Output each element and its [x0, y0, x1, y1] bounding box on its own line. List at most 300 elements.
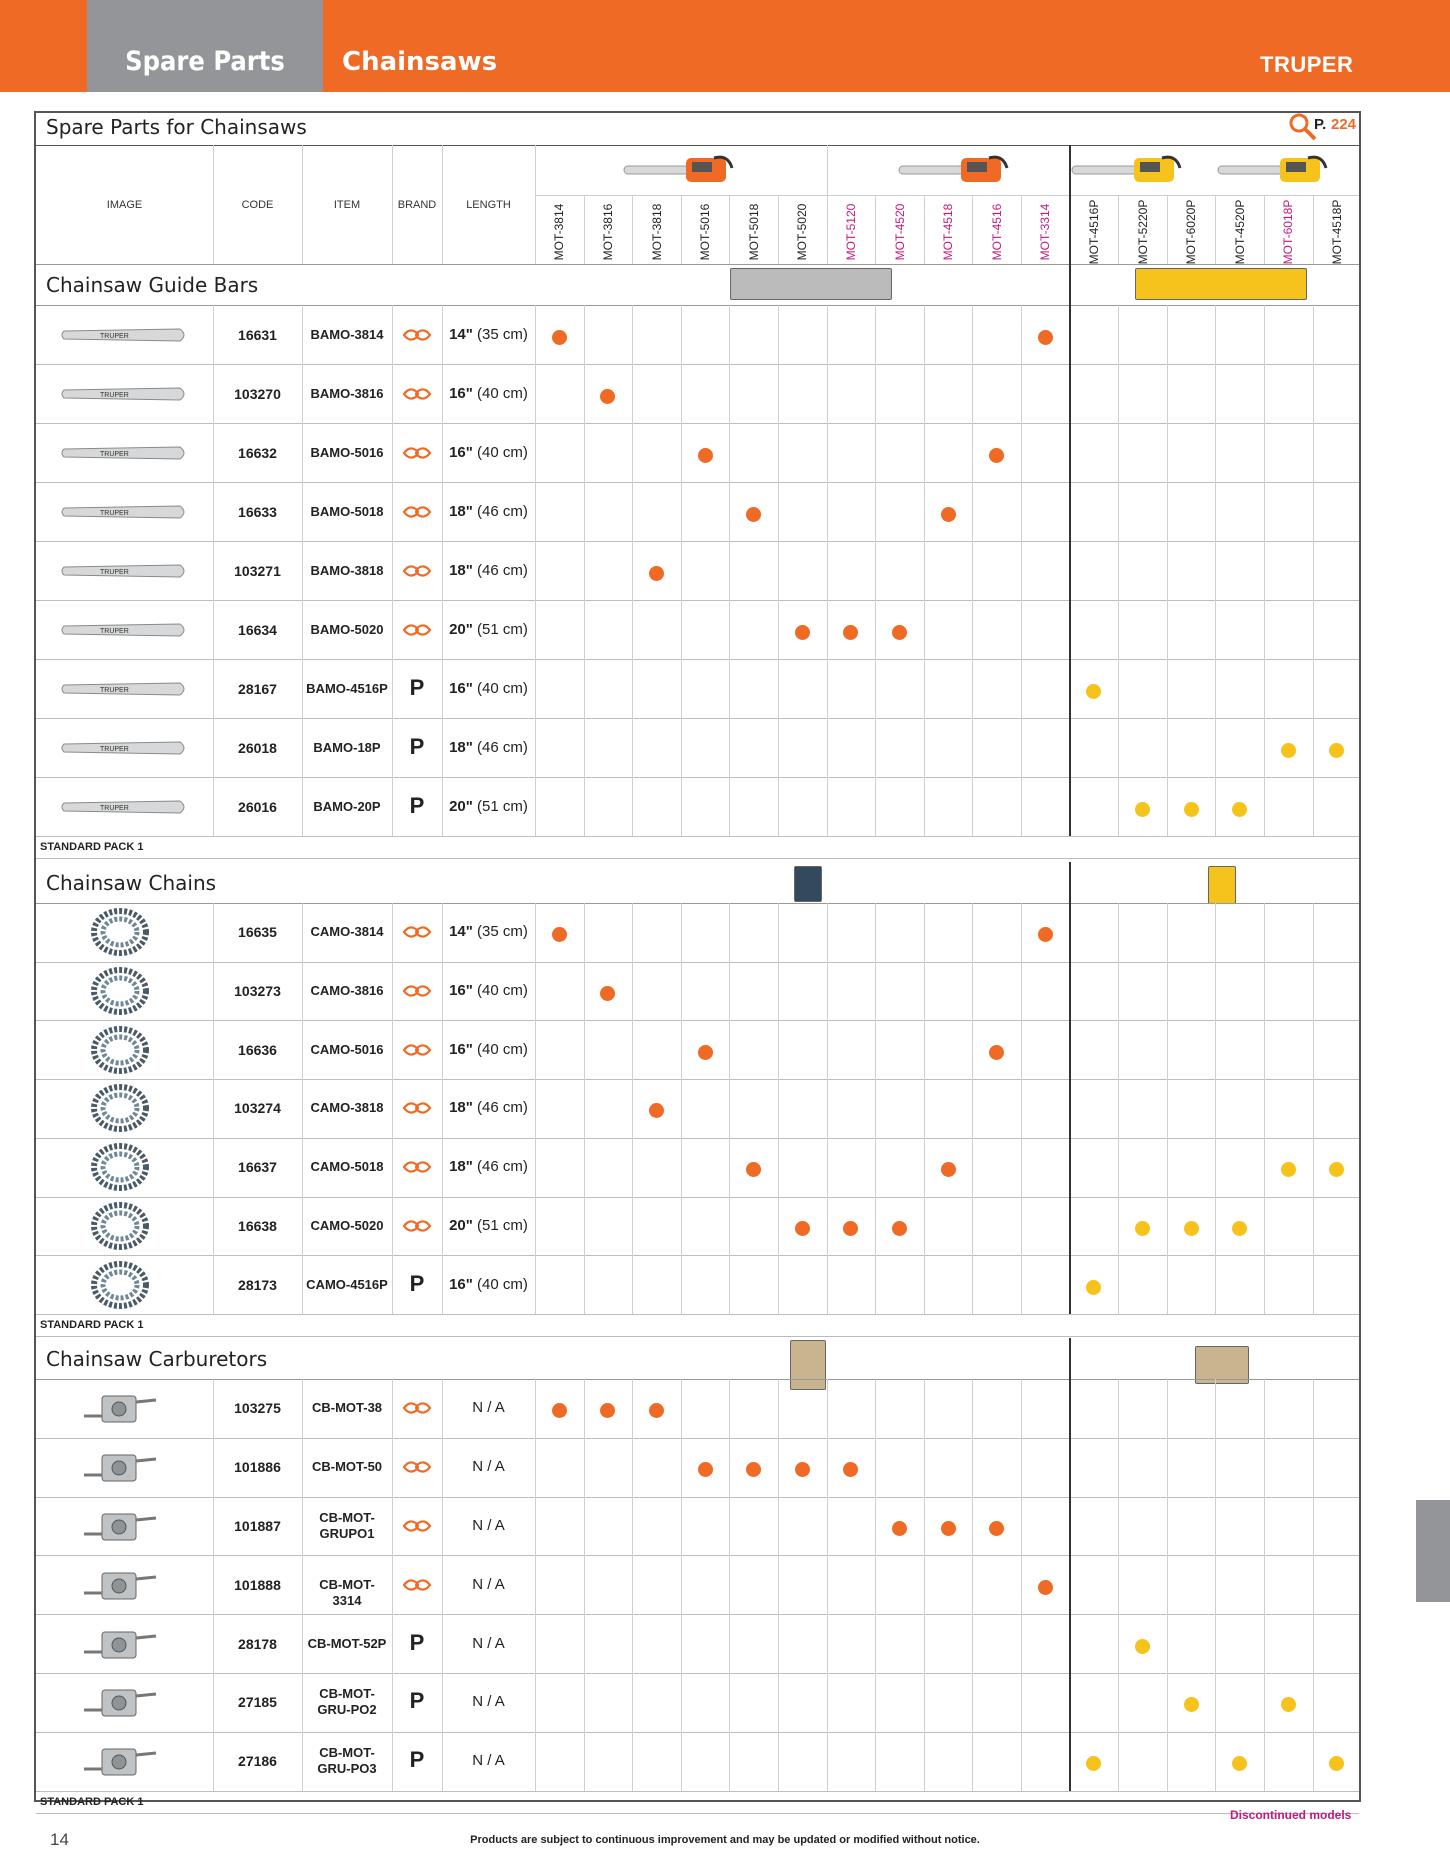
- part-code: 16632: [238, 444, 277, 461]
- svg-text:TRUPER: TRUPER: [100, 391, 129, 399]
- part-code: 103273: [234, 983, 281, 1000]
- compatibility-dot: [892, 1521, 907, 1536]
- compatibility-dot: [698, 448, 713, 463]
- length-cm: (46 cm): [472, 561, 528, 579]
- column-divider: [1118, 903, 1119, 1314]
- length-inches: 18": [449, 1099, 473, 1117]
- length-inches: 20": [449, 797, 473, 815]
- column-divider: [875, 1379, 876, 1791]
- truper-logo: TRUPER: [1260, 52, 1354, 77]
- part-code: 28178: [238, 1635, 277, 1652]
- footer-disclaimer: Products are subject to continuous improvement and may be updated or modified without notice.: [470, 1834, 980, 1846]
- chainsaw-image-pretul-a: [1070, 152, 1190, 188]
- part-item: CAMO-3814: [310, 924, 384, 940]
- column-divider: [827, 305, 828, 836]
- model-header-MOT-4518: MOT-4518: [941, 203, 956, 261]
- chain-icon: [90, 908, 150, 956]
- brand-separator: [1069, 1338, 1071, 1791]
- column-divider: [392, 1379, 393, 1791]
- length-cm: (40 cm): [472, 679, 528, 697]
- header-item: ITEM: [333, 199, 361, 211]
- column-divider: [681, 195, 682, 264]
- length-inches: 16": [449, 1040, 473, 1058]
- column-divider: [1118, 195, 1119, 264]
- carburetor-icon: [80, 1504, 160, 1548]
- pretul-brand-icon: P: [409, 792, 425, 818]
- compatibility-dot: [941, 1521, 956, 1536]
- column-divider: [535, 145, 536, 264]
- part-item: CAMO-4516P: [306, 1276, 388, 1292]
- truper-brand-icon: [402, 445, 432, 461]
- svg-text:TRUPER: TRUPER: [100, 686, 129, 694]
- length-cm: (46 cm): [472, 1158, 528, 1176]
- part-item: CB-MOT-GRU-PO3: [317, 1745, 377, 1777]
- part-item: BAMO-3814: [310, 326, 384, 342]
- column-divider: [213, 1379, 214, 1791]
- column-divider: [584, 195, 585, 264]
- length-inches: 16": [449, 679, 473, 697]
- compatibility-dot: [795, 625, 810, 640]
- row-divider: [36, 1555, 1359, 1556]
- part-length: [442, 1158, 535, 1175]
- part-length: [442, 621, 535, 638]
- chainsaw-image-pretul-b: [1216, 152, 1336, 188]
- length-inches: N / A: [472, 1575, 505, 1593]
- column-divider: [442, 305, 443, 836]
- row-divider: [36, 1197, 1359, 1198]
- column-divider: [875, 195, 876, 264]
- length-cm: (40 cm): [472, 982, 528, 1000]
- compatibility-dot: [1232, 1221, 1247, 1236]
- row-divider: [36, 777, 1359, 778]
- carburetor-icon: [80, 1739, 160, 1783]
- column-divider: [1313, 903, 1314, 1314]
- column-divider: [584, 1379, 585, 1791]
- compatibility-dot: [892, 1221, 907, 1236]
- section-title: Chainsaw Guide Bars: [46, 273, 259, 297]
- row-divider: [36, 1791, 1359, 1792]
- part-code: 103270: [234, 385, 281, 402]
- column-divider: [1215, 903, 1216, 1314]
- part-code: 16635: [238, 924, 277, 941]
- row-divider: [36, 1732, 1359, 1733]
- guide-bar-icon: [60, 498, 190, 526]
- part-length: [442, 739, 535, 756]
- column-divider: [1264, 305, 1265, 836]
- part-code: 16631: [238, 326, 277, 343]
- row-divider: [36, 600, 1359, 601]
- row-divider: [36, 903, 1359, 904]
- pretul-brand-icon: P: [409, 1747, 425, 1773]
- pretul-bar-package: [1135, 268, 1307, 300]
- length-inches: 14": [449, 923, 473, 941]
- svg-text:TRUPER: TRUPER: [100, 509, 129, 517]
- part-item: CB-MOT-3314: [319, 1576, 375, 1608]
- row-divider: [36, 1813, 1359, 1814]
- row-divider: [36, 423, 1359, 424]
- row-divider: [36, 145, 1359, 146]
- column-divider: [1264, 1379, 1265, 1791]
- column-divider: [1215, 1379, 1216, 1791]
- part-length: [442, 1693, 535, 1710]
- part-code: 28167: [238, 680, 277, 697]
- row-divider: [36, 836, 1359, 837]
- part-length: [442, 1576, 535, 1593]
- column-divider: [1021, 903, 1022, 1314]
- part-item: CAMO-5018: [310, 1159, 384, 1175]
- model-header-MOT-5220P: MOT-5220P: [1135, 199, 1150, 265]
- compatibility-dot: [989, 448, 1004, 463]
- length-cm: (51 cm): [472, 620, 528, 638]
- column-divider: [827, 195, 828, 264]
- part-length: [442, 562, 535, 579]
- part-length: [442, 680, 535, 697]
- part-code: 103271: [234, 562, 281, 579]
- part-code: 28173: [238, 1276, 277, 1293]
- svg-text:TRUPER: TRUPER: [100, 627, 129, 635]
- section-title: Chainsaw Chains: [46, 871, 217, 895]
- truper-brand-icon: [402, 327, 432, 343]
- column-divider: [442, 1379, 443, 1791]
- part-code: 103275: [234, 1400, 281, 1417]
- guide-bar-icon: [60, 557, 190, 585]
- truper-brand-icon: [402, 1459, 432, 1475]
- pretul-brand-icon: P: [409, 1270, 425, 1296]
- model-header-MOT-3314: MOT-3314: [1038, 203, 1053, 261]
- column-divider: [875, 903, 876, 1314]
- truper-brand-icon: [402, 1100, 432, 1116]
- length-inches: N / A: [472, 1517, 505, 1534]
- row-divider: [36, 1020, 1359, 1021]
- brand-separator: [1069, 145, 1071, 264]
- svg-text:TRUPER: TRUPER: [100, 804, 129, 812]
- column-divider: [1313, 195, 1314, 264]
- part-length: [442, 385, 535, 402]
- column-divider: [1167, 1379, 1168, 1791]
- part-length: [442, 1276, 535, 1293]
- model-header-MOT-6020P: MOT-6020P: [1184, 199, 1199, 265]
- part-code: 103274: [234, 1100, 281, 1117]
- part-item: BAMO-3818: [310, 562, 384, 578]
- column-divider: [827, 903, 828, 1314]
- header-code: CODE: [241, 199, 274, 211]
- row-divider: [36, 1379, 1359, 1380]
- column-divider: [1215, 305, 1216, 836]
- pretul-brand-icon: P: [409, 1629, 425, 1655]
- column-divider: [442, 903, 443, 1314]
- column-divider: [875, 305, 876, 836]
- column-divider: [632, 903, 633, 1314]
- chainsaw-image-38: [622, 152, 742, 188]
- standard-pack-label: STANDARD PACK 1: [40, 1795, 144, 1808]
- truper-brand-icon: [402, 1218, 432, 1234]
- column-divider: [924, 305, 925, 836]
- length-inches: 18": [449, 738, 473, 756]
- part-length: [442, 798, 535, 815]
- row-divider: [36, 1314, 1359, 1315]
- column-divider: [729, 195, 730, 264]
- length-inches: 14": [449, 325, 473, 343]
- length-inches: N / A: [472, 1693, 505, 1711]
- part-item: BAMO-5020: [310, 621, 384, 637]
- compatibility-dot: [1038, 330, 1053, 345]
- truper-brand-icon: [402, 924, 432, 940]
- row-divider: [36, 1138, 1359, 1139]
- length-cm: (40 cm): [472, 384, 528, 402]
- column-divider: [827, 145, 828, 195]
- length-cm: (51 cm): [472, 1216, 528, 1234]
- carburetor-icon: [80, 1386, 160, 1430]
- guide-bar-icon: [60, 439, 190, 467]
- part-item: CB-MOT-GRU-PO2: [317, 1686, 377, 1718]
- compatibility-dot: [746, 507, 761, 522]
- discontinued-legend: Discontinued models: [1230, 1808, 1352, 1822]
- header-brand: BRAND: [397, 199, 437, 211]
- header-image: IMAGE: [106, 199, 143, 211]
- column-divider: [1313, 1379, 1314, 1791]
- truper-brand-icon: [402, 622, 432, 638]
- truper-brand-icon: [402, 1577, 432, 1593]
- compatibility-dot: [795, 1462, 810, 1477]
- chain-icon: [90, 1261, 150, 1309]
- part-length: [442, 1752, 535, 1769]
- column-divider: [972, 903, 973, 1314]
- model-header-MOT-4516P: MOT-4516P: [1086, 199, 1101, 265]
- length-inches: 16": [449, 384, 473, 402]
- compatibility-dot: [1329, 743, 1344, 758]
- carburetor-icon: [80, 1563, 160, 1607]
- part-code: 16633: [238, 503, 277, 520]
- column-divider: [778, 1379, 779, 1791]
- column-divider: [681, 305, 682, 836]
- length-cm: (46 cm): [472, 1099, 528, 1117]
- column-divider: [972, 195, 973, 264]
- column-divider: [778, 305, 779, 836]
- column-divider: [1021, 305, 1022, 836]
- column-divider: [1167, 903, 1168, 1314]
- chain-package: [794, 866, 822, 902]
- length-inches: 16": [449, 982, 473, 1000]
- row-divider: [36, 1497, 1359, 1498]
- model-header-MOT-4520P: MOT-4520P: [1232, 199, 1247, 265]
- row-divider: [36, 541, 1359, 542]
- length-inches: N / A: [472, 1458, 505, 1476]
- brand-separator: [1069, 862, 1071, 1314]
- tab-chainsaws[interactable]: Chainsaws: [342, 47, 498, 77]
- part-item: CAMO-3818: [310, 1100, 384, 1116]
- svg-text:TRUPER: TRUPER: [100, 332, 129, 340]
- row-divider: [36, 1255, 1359, 1256]
- row-divider: [36, 962, 1359, 963]
- row-divider: [36, 482, 1359, 483]
- row-divider: [36, 1079, 1359, 1080]
- part-code: 101886: [234, 1459, 281, 1476]
- column-divider: [632, 305, 633, 836]
- compatibility-dot: [552, 330, 567, 345]
- truper-brand-icon: [402, 563, 432, 579]
- truper-brand-icon: [402, 386, 432, 402]
- column-divider: [392, 305, 393, 836]
- row-divider: [36, 364, 1359, 365]
- row-divider: [36, 718, 1359, 719]
- side-index-tab[interactable]: [1416, 1500, 1450, 1602]
- length-inches: N / A: [472, 1399, 505, 1417]
- length-inches: 20": [449, 620, 473, 638]
- compatibility-dot: [1281, 1162, 1296, 1177]
- pretul-brand-icon: P: [409, 674, 425, 700]
- column-divider: [1167, 305, 1168, 836]
- chain-icon: [90, 1143, 150, 1191]
- guide-bar-icon: [60, 380, 190, 408]
- part-length: [442, 1399, 535, 1416]
- svg-text:TRUPER: TRUPER: [100, 745, 129, 753]
- compatibility-dot: [941, 1162, 956, 1177]
- compatibility-dot: [1086, 1280, 1101, 1295]
- length-inches: 20": [449, 1216, 473, 1234]
- column-divider: [1313, 305, 1314, 836]
- compatibility-dot: [1135, 1221, 1150, 1236]
- truper-brand-icon: [402, 983, 432, 999]
- part-item: CB-MOT-50: [311, 1459, 383, 1475]
- column-divider: [1215, 195, 1216, 264]
- guide-bar-package: [730, 268, 892, 300]
- part-code: 16636: [238, 1041, 277, 1058]
- compatibility-dot: [843, 625, 858, 640]
- tab-spare-parts[interactable]: Spare Parts: [87, 0, 323, 92]
- part-item: BAMO-4516P: [306, 680, 388, 696]
- part-length: [442, 1041, 535, 1058]
- compatibility-dot: [1135, 1639, 1150, 1654]
- section-title: Chainsaw Carburetors: [46, 1347, 268, 1371]
- compatibility-dot: [1232, 802, 1247, 817]
- compatibility-dot: [892, 625, 907, 640]
- guide-bar-icon: [60, 616, 190, 644]
- compatibility-dot: [1135, 802, 1150, 817]
- compatibility-dot: [1184, 802, 1199, 817]
- chain-icon: [90, 1084, 150, 1132]
- part-code: 27186: [238, 1753, 277, 1770]
- row-divider: [36, 1673, 1359, 1674]
- column-divider: [681, 1379, 682, 1791]
- standard-pack-label: STANDARD PACK 1: [40, 841, 144, 853]
- row-divider: [36, 305, 1359, 306]
- length-inches: 18": [449, 502, 473, 520]
- model-header-MOT-4516: MOT-4516: [989, 203, 1004, 261]
- page-ref-prefix: P.: [1314, 116, 1327, 133]
- length-inches: N / A: [472, 1752, 505, 1770]
- column-divider: [535, 305, 536, 836]
- header-length: LENGTH: [466, 199, 511, 211]
- part-item: CB-MOT-GRUPO1: [319, 1510, 375, 1541]
- column-divider: [1118, 1379, 1119, 1791]
- part-length: [442, 444, 535, 461]
- row-divider: [36, 1614, 1359, 1615]
- part-length: [442, 503, 535, 520]
- column-divider: [729, 903, 730, 1314]
- compatibility-dot: [795, 1221, 810, 1236]
- part-length: [442, 326, 535, 343]
- column-divider: [213, 903, 214, 1314]
- part-item: BAMO-5018: [310, 503, 384, 519]
- compatibility-dot: [600, 389, 615, 404]
- model-header-MOT-5120: MOT-5120: [843, 203, 858, 261]
- guide-bar-icon: [60, 675, 190, 703]
- length-inches: 16": [449, 443, 473, 461]
- guide-bar-icon: [60, 321, 190, 349]
- truper-brand-icon: [402, 1400, 432, 1416]
- column-divider: [681, 903, 682, 1314]
- chain-icon: [90, 1202, 150, 1250]
- column-divider: [1167, 195, 1168, 264]
- column-divider: [392, 903, 393, 1314]
- part-item: CAMO-5016: [310, 1041, 384, 1057]
- part-length: [442, 982, 535, 999]
- compatibility-dot: [1281, 743, 1296, 758]
- compatibility-dot: [1184, 1221, 1199, 1236]
- compatibility-dot: [1038, 1580, 1053, 1595]
- pretul-brand-icon: P: [409, 733, 425, 759]
- length-cm: (40 cm): [472, 1040, 528, 1058]
- compatibility-dot: [1184, 1697, 1199, 1712]
- row-divider: [36, 659, 1359, 660]
- length-cm: (35 cm): [472, 923, 528, 941]
- model-header-MOT-6018P: MOT-6018P: [1281, 199, 1296, 265]
- part-item: CB-MOT-52P: [307, 1635, 387, 1651]
- part-code: 26018: [238, 739, 277, 756]
- column-divider: [729, 1379, 730, 1791]
- compatibility-dot: [698, 1462, 713, 1477]
- carburetor-icon: [80, 1445, 160, 1489]
- column-divider: [972, 1379, 973, 1791]
- part-length: [442, 1517, 535, 1534]
- model-header-MOT-4520: MOT-4520: [892, 203, 907, 261]
- length-inches: N / A: [472, 1634, 505, 1652]
- row-divider: [36, 1336, 1359, 1337]
- part-item: CAMO-5020: [310, 1217, 384, 1233]
- page-ref-number: 224: [1331, 116, 1357, 133]
- guide-bar-icon: [60, 793, 190, 821]
- column-divider: [924, 195, 925, 264]
- column-divider: [778, 195, 779, 264]
- column-divider: [1264, 903, 1265, 1314]
- model-header-MOT-3814: MOT-3814: [552, 203, 567, 261]
- column-divider: [778, 903, 779, 1314]
- length-cm: (40 cm): [472, 443, 528, 461]
- row-divider: [36, 1438, 1359, 1439]
- chainsaw-image-50: [897, 152, 1017, 188]
- part-length: [442, 1458, 535, 1475]
- column-divider: [1021, 1379, 1022, 1791]
- column-divider: [972, 305, 973, 836]
- part-length: [442, 1099, 535, 1116]
- part-code: 27185: [238, 1694, 277, 1711]
- model-header-MOT-5020: MOT-5020: [795, 203, 810, 261]
- length-cm: (46 cm): [472, 502, 528, 520]
- truper-brand-icon: [402, 504, 432, 520]
- part-item: BAMO-5016: [310, 444, 384, 460]
- length-inches: 18": [449, 1158, 473, 1176]
- truper-brand-icon: [402, 1042, 432, 1058]
- truper-brand-icon: [402, 1159, 432, 1175]
- compatibility-dot: [1086, 684, 1101, 699]
- part-code: 101887: [234, 1518, 281, 1534]
- column-divider: [924, 1379, 925, 1791]
- column-divider: [632, 1379, 633, 1791]
- carburetor-icon: [80, 1622, 160, 1666]
- row-divider: [36, 858, 1359, 859]
- column-divider: [632, 195, 633, 264]
- part-length: [442, 1635, 535, 1652]
